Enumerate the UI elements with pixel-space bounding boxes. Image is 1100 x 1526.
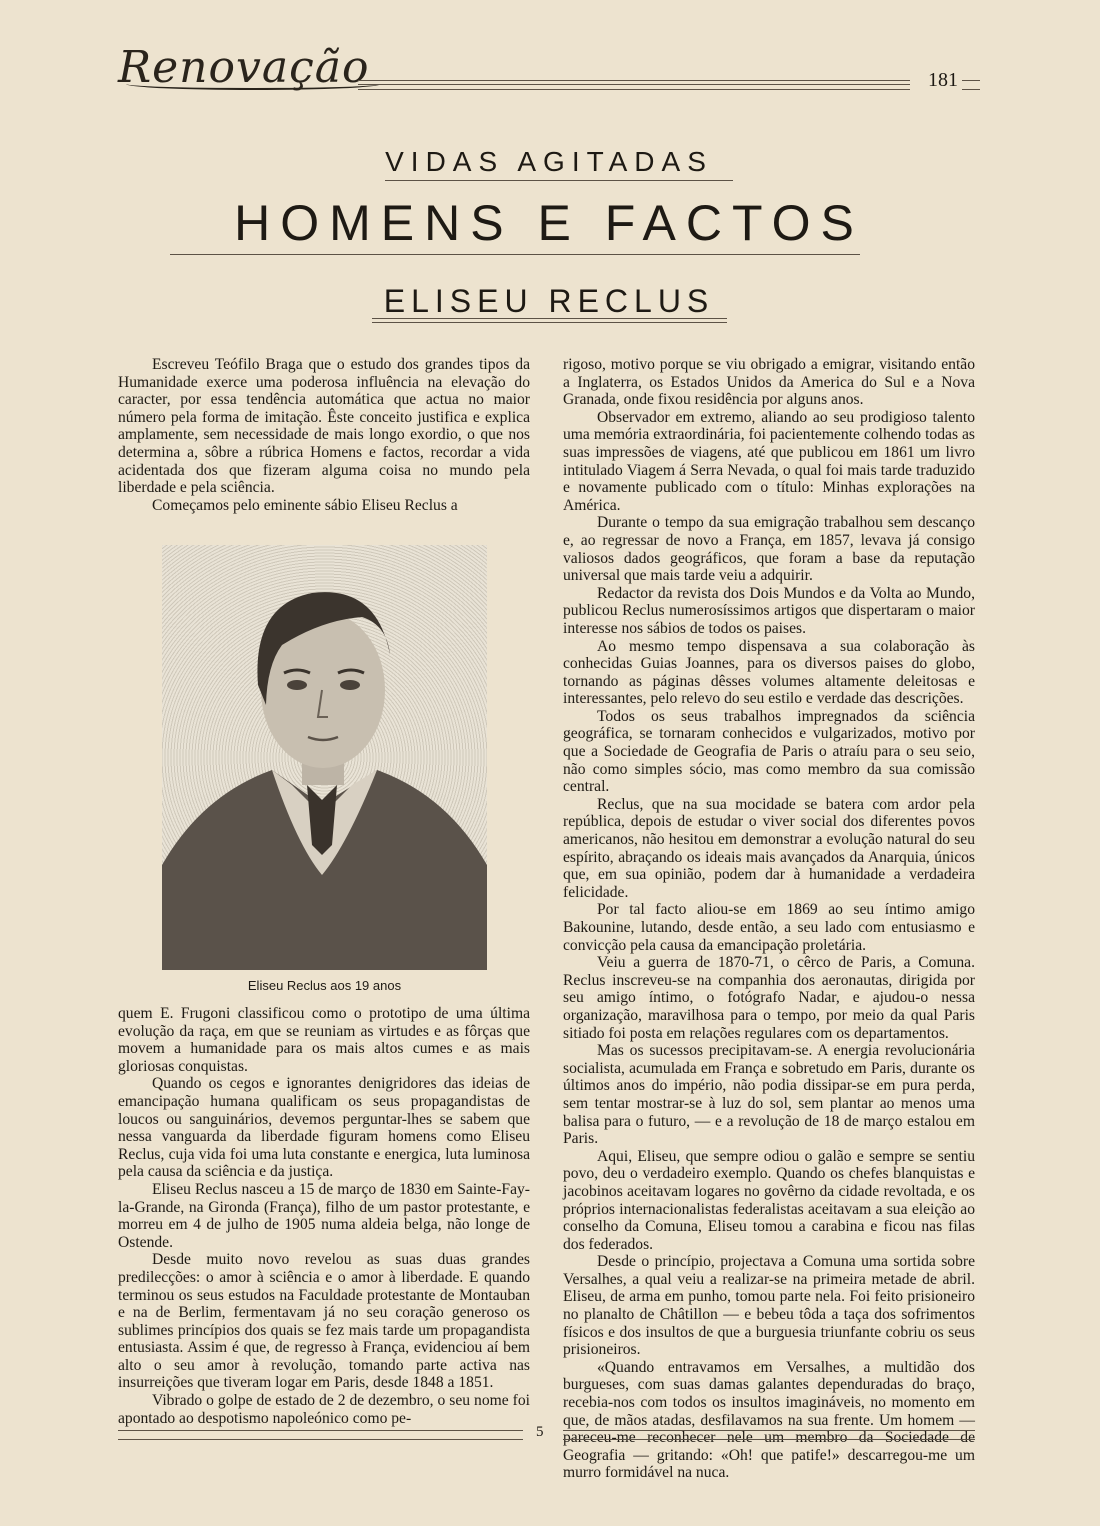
paragraph: Redactor da revista dos Dois Mundos e da Volta ao Mundo, publicou Reclus numerosíssimos artigos que dispertaram o maior interesse nos sábios de todos os paises. bbox=[563, 584, 975, 637]
paragraph: «Quando entravamos em Versalhes, a multidão dos burgueses, com suas damas galantes dependuradas do braço, recebia-nos com todos os insultos imagináveis, no momento em que, de mãos atadas, desfilavamos na sua frente. Um homem — pareceu-me reconhecer nele um membro da Sociedade de Geografia — gritando: «Oh! que patife!» descarregou-me um murro formidável na nuca. bbox=[563, 1358, 975, 1482]
magazine-logo: Renovação bbox=[118, 36, 369, 100]
page-number-rule bbox=[962, 80, 980, 90]
paragraph: quem E. Frugoni classificou como o prototipo de uma última evolução da raça, em que se reuniam as virtudes e as fôrças que movem a humanidade para os mais altos cumes e as mais gloriosas conquistas. bbox=[118, 1005, 530, 1075]
paragraph: Desde o princípio, projectava a Comuna uma sortida sobre Versalhes, a qual veiu a realizar-se na primeira metade de abril. Eliseu, de arma em punho, tomou parte nela. Foi feito prisioneiro no planalto de Châtillon — e bebeu tôda a taça dos sofrimentos físicos e dos insultos de que a burguesia triunfante cobriu os seus prisioneiros. bbox=[563, 1253, 975, 1359]
paragraph: Todos os seus trabalhos impregnados da sciência geográfica, se tornaram conhecidos e vulgarizados, motivo por que a Sociedade de Geografia de Paris o atraíu para o seu seio, não como simples sócio, mas como membro da sua comissão central. bbox=[563, 707, 975, 796]
paragraph: Durante o tempo da sua emigração trabalhou sem descanço e, ao regressar de novo a França, em 1857, levava já consigo valiosos dados geográficos, que foram a base da reputação universal que mais tarde veiu a adquirir. bbox=[563, 514, 975, 585]
subject-underline-2 bbox=[372, 322, 727, 323]
page-number: 181 bbox=[928, 69, 958, 91]
footer-rule-left bbox=[118, 1430, 523, 1440]
paragraph: Observador em extremo, aliando ao seu prodigioso talento uma memória extraordinária, foi pacientemente colhendo todas as suas impressões de viagens, até que publicou em 1861 um livro intitulado Viagem á Serra Nevada, o qual foi mais tarde traduzido e novamente publicado com o título: Minhas explorações na América. bbox=[563, 408, 975, 514]
column-left-bottom bbox=[118, 1005, 530, 1427]
paragraph: Escreveu Teófilo Braga que o estudo dos grandes tipos da Humanidade exerce uma poderosa influência na elevação do caracter, por essa tendência automática que actua no maior número pela forma de imitação. Êste conceito justifica e explica amplamente, sem necessidade de mais longo exordio, o que nos determina a, sôbre a rúbrica Homens e factos, recordar a vida acidentada dos que fizeram alguma coisa no mundo pela liberdade e pela sciência. bbox=[118, 356, 530, 497]
article-subject: ELISEU RECLUS bbox=[383, 283, 715, 319]
paragraph: Vibrado o golpe de estado de 2 de dezembro, o seu nome foi apontado ao despotismo napoleónico como pe- bbox=[118, 1392, 530, 1427]
kicker-underline bbox=[385, 180, 733, 181]
section-kicker: VIDAS AGITADAS bbox=[385, 146, 713, 177]
paragraph: Por tal facto aliou-se em 1869 ao seu íntimo amigo Bakounine, lutando, desde então, a seu lado com entusiasmo e convicção pela causa da emancipação proletária. bbox=[563, 901, 975, 954]
paragraph: Reclus, que na sua mocidade se batera com ardor pela república, depois de estudar o viver social dos diferentes povos americanos, não hesitou em demonstrar a evolução natural do seu espírito, abraçando os ideais mais avançados da Anarquia, únicos que, em sua opinião, podem dar à humanidade a verdadeira felicidade. bbox=[563, 795, 975, 901]
paragraph: Veiu a guerra de 1870-71, o cêrco de Paris, a Comuna. Reclus inscreveu-se na companhia dos aeronautas, dirigida por seu amigo íntimo, o fotógrafo Nadar, e ajudou-o nessa organização, maravilhosa para o tempo, por meio da qual Paris sitiado foi posta em relações regulares com os departamentos. bbox=[563, 954, 975, 1042]
footer-rule-right bbox=[563, 1430, 975, 1440]
article-title: HOMENS E FACTOS bbox=[234, 195, 864, 251]
paragraph: Começamos pelo eminente sábio Eliseu Reclus a bbox=[152, 496, 458, 514]
column-left-top bbox=[118, 356, 530, 514]
paragraph: Desde muito novo revelou as suas duas grandes predilecções: o amor à sciência e o amor à liberdade. E quando terminou os seus estudos na Faculdade protestante de Montauban e na de Berlim, fermentavam já no seu coração generoso os sublimes princípios dos quais se fez mais tarde um propagandista entusiasta. Assim é que, de regresso à França, evidenciou aí bem alto o seu amor à revolução, tomando parte activa nas insurreições que tiveram logar em Paris, desde 1848 a 1851. bbox=[118, 1251, 530, 1392]
folio-number: 5 bbox=[536, 1424, 544, 1440]
subject-underline bbox=[372, 318, 727, 319]
figure-caption: Eliseu Reclus aos 19 anos bbox=[247, 978, 402, 993]
paragraph: Ao mesmo tempo dispensava a sua colaboração às conhecidas Guias Joannes, para os diversos paises do globo, tornando as páginas dêsses volumes altamente deleitosas e interessantes, pelo relevo do seu estilo e verdade das descrições. bbox=[563, 637, 975, 708]
paragraph: Eliseu Reclus nasceu a 15 de março de 1830 em Sainte-Fay-la-Grande, na Gironda (França), filho de um pastor protestante, e morreu em 4 de julho de 1905 numa aldeia belga, não longe de Ostende. bbox=[118, 1180, 530, 1251]
paragraph: Aqui, Eliseu, que sempre odiou o galão e sempre se sentiu povo, deu o verdadeiro exemplo. Quando os chefes blanquistas e jacobinos aceitavam logares no govêrno da cidade revoltada, e os próprios internacionalistas federalistas aceitavam a sua eleição ao conselho da Comuna, Eliseu tomou a carabina e ficou nas filas dos federados. bbox=[563, 1147, 975, 1253]
portrait-engraving bbox=[162, 545, 487, 970]
masthead bbox=[118, 36, 980, 106]
header-rule bbox=[358, 80, 910, 90]
column-right bbox=[563, 356, 975, 1482]
paragraph: Mas os sucessos precipitavam-se. A energia revolucionária socialista, acumulada em França e sobretudo em Paris, durante os últimos anos do império, não podia dissipar-se em pura perda, sem tentar mostrar-se à luz do sol, sem plantar ao menos uma balisa para o futuro, — e a revolução de 18 de março estalou em Paris. bbox=[563, 1042, 975, 1148]
portrait-figure bbox=[162, 545, 487, 970]
paragraph: rigoso, motivo porque se viu obrigado a emigrar, visitando então a Inglaterra, os Estados Unidos da America do Sul e a Nova Granada, onde fixou residência por alguns anos. bbox=[563, 356, 975, 409]
paragraph: Quando os cegos e ignorantes denigridores das ideias de emancipação humana qualificam os seus propagandistas de loucos ou sanguinários, devemos perguntar-lhes se sabem que nessa vanguarda da liberdade figuram homens como Eliseu Reclus, cuja vida foi uma luta constante e energica, luta luminosa pela causa da sciência e da justiça. bbox=[118, 1075, 530, 1181]
title-underline bbox=[170, 254, 860, 255]
